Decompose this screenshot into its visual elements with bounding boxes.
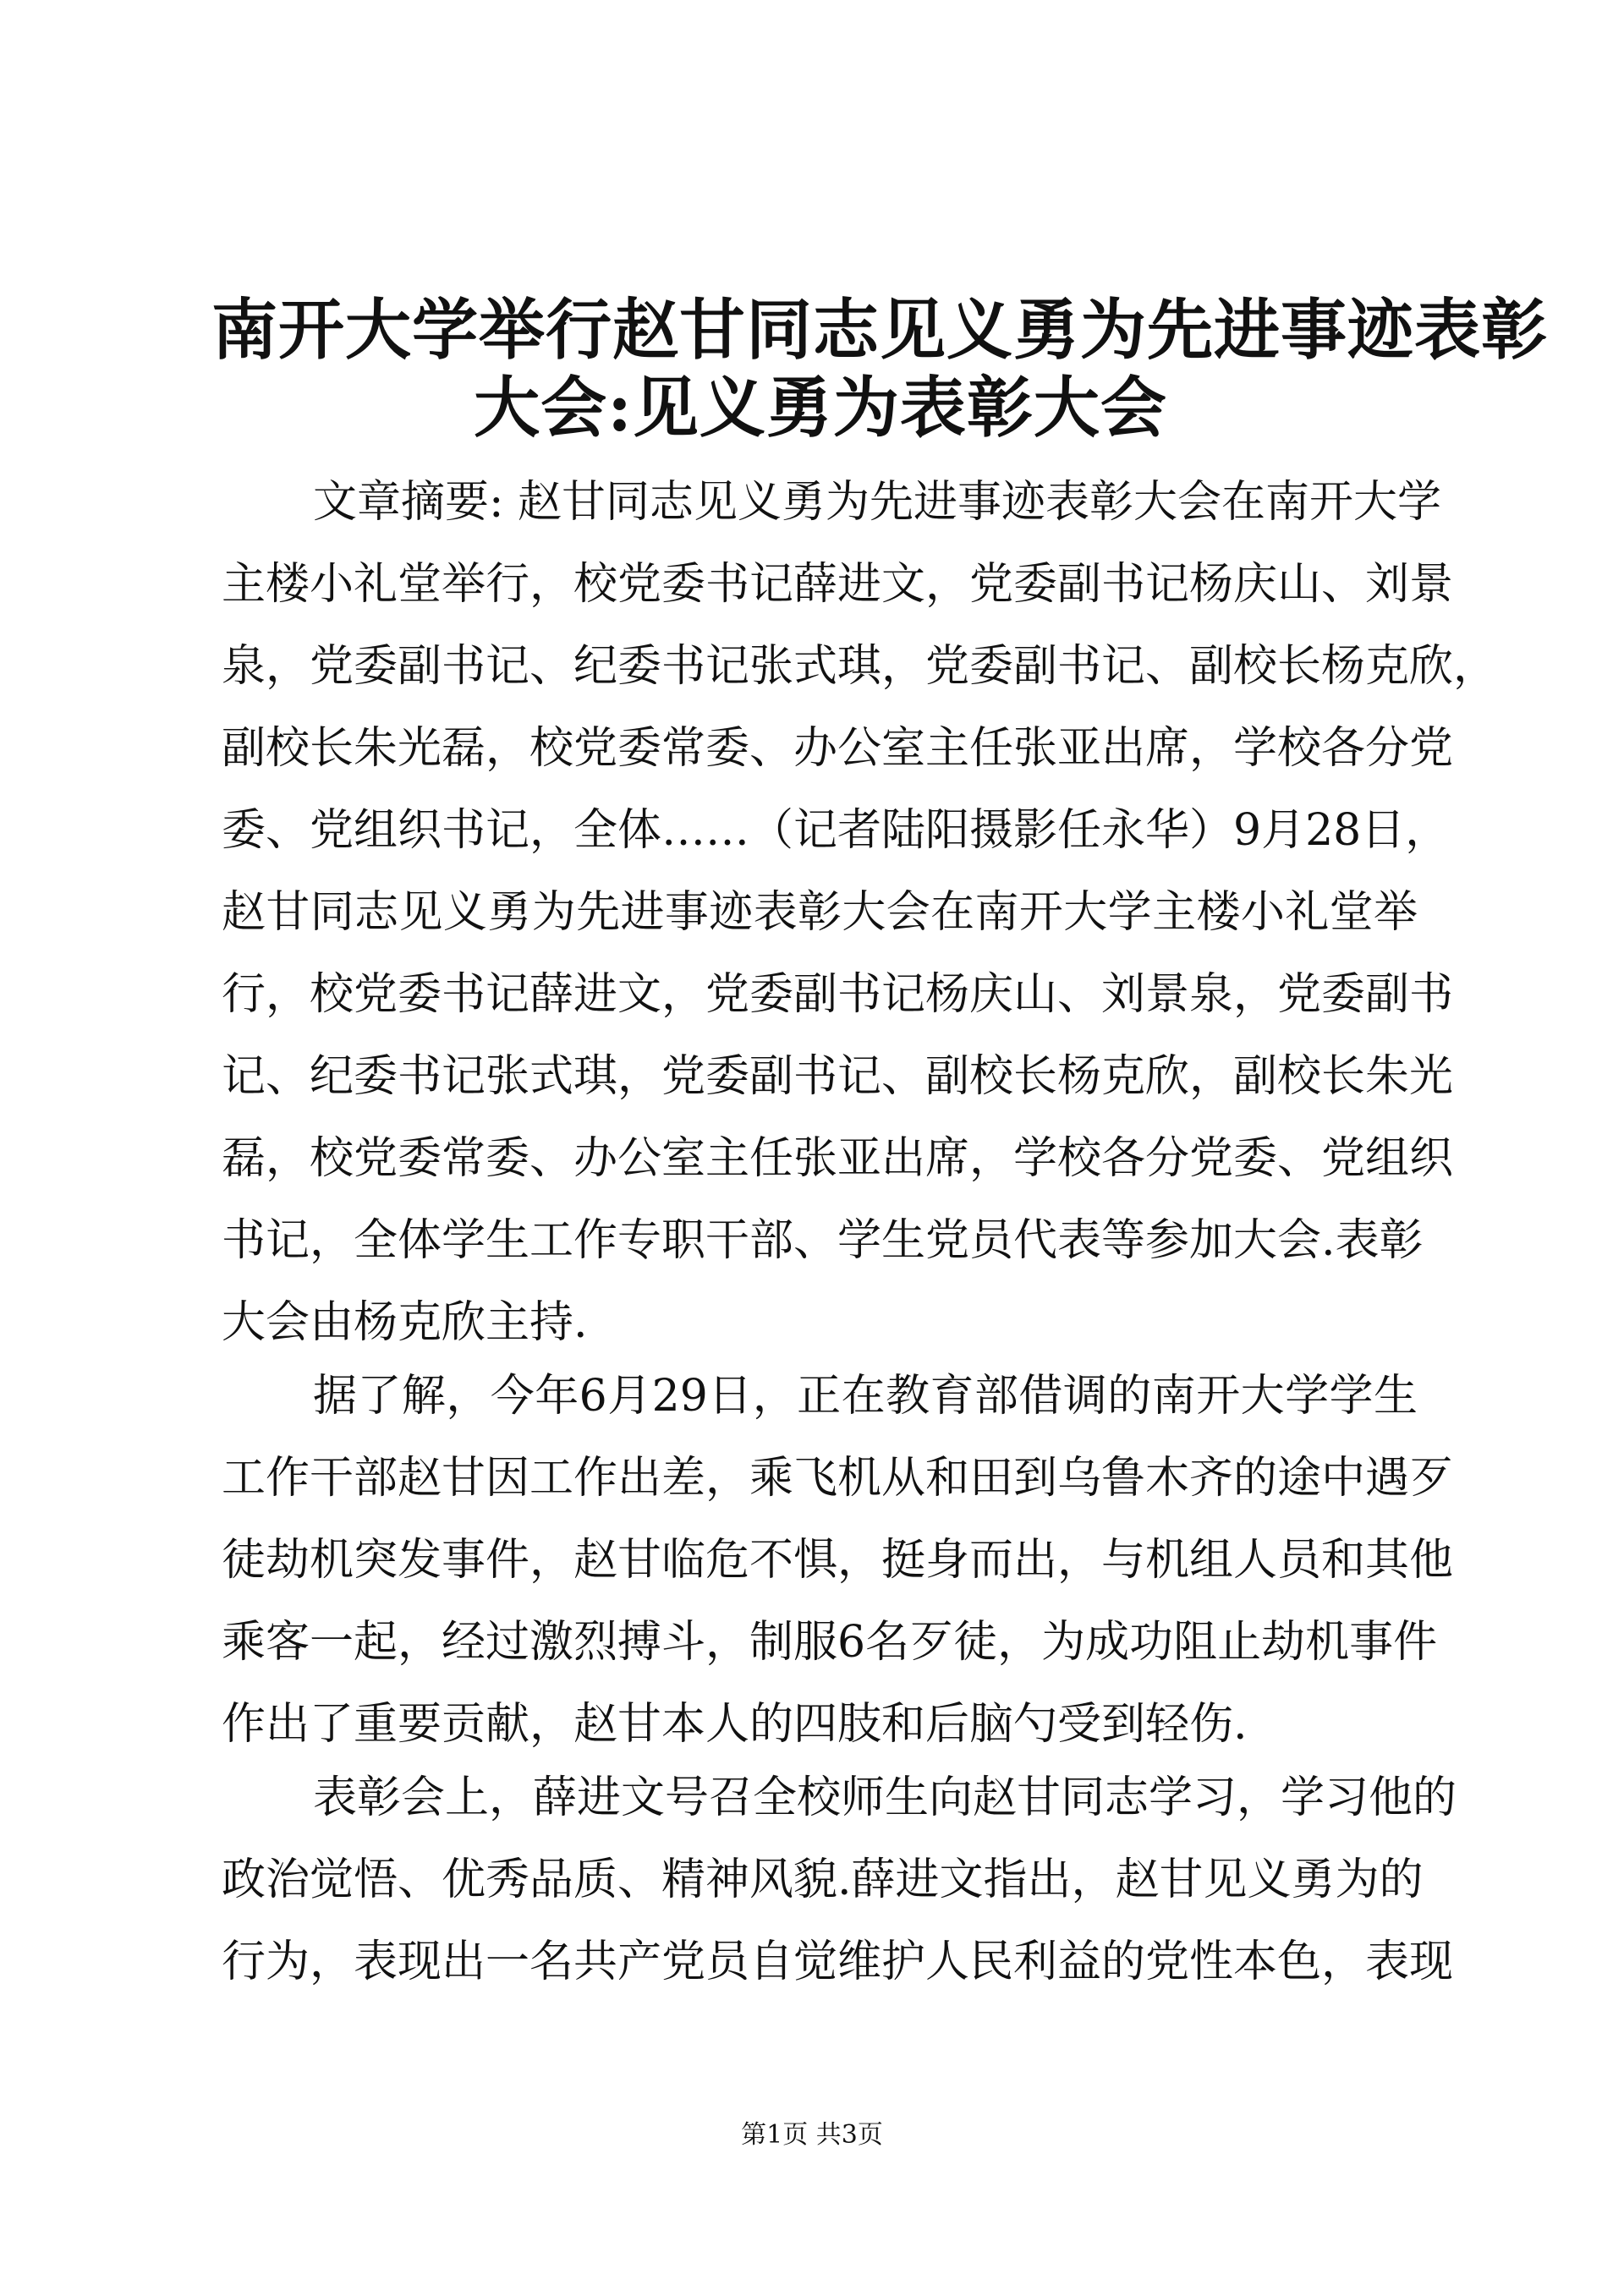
text-line: 工作干部赵甘因工作出差，乘飞机从和田到乌鲁木齐的途中遇歹 xyxy=(222,1453,1454,1504)
text-line: 行为，表现出一名共产党员自觉维护人民利益的党性本色，表现 xyxy=(222,1937,1454,1987)
text-line: 主楼小礼堂举行，校党委书记薛进文，党委副书记杨庆山、刘景 xyxy=(222,559,1454,610)
text-line: 作出了重要贡献，赵甘本人的四肢和后脑勺受到轻伤. xyxy=(222,1699,1248,1750)
document-body xyxy=(222,462,1498,2003)
text-line: 磊，校党委常委、办公室主任张亚出席，学校各分党委、党组织 xyxy=(222,1133,1454,1184)
text-line: 大会由杨克欣主持. xyxy=(222,1297,588,1348)
text-line: 行，校党委书记薛进文，党委副书记杨庆山、刘景泉，党委副书 xyxy=(222,969,1454,1020)
text-line: 书记，全体学生工作专职干部、学生党员代表等参加大会.表彰 xyxy=(222,1215,1424,1266)
text-line: 副校长朱光磊，校党委常委、办公室主任张亚出席，学校各分党 xyxy=(222,723,1454,774)
title-line-1: 南开大学举行赵甘同志见义勇为先进事迹表彰 xyxy=(211,292,1549,369)
text-line: 徒劫机突发事件，赵甘临危不惧，挺身而出，与机组人员和其他 xyxy=(222,1535,1454,1586)
text-line: 表彰会上，薛进文号召全校师生向赵甘同志学习，学习他的 xyxy=(313,1773,1457,1823)
text-line: 赵甘同志见义勇为先进事迹表彰大会在南开大学主楼小礼堂举 xyxy=(222,887,1418,938)
text-line: 据了解，今年6月29日，正在教育部借调的南开大学学生 xyxy=(313,1371,1418,1422)
text-line: 记、纪委书记张式琪，党委副书记、副校长杨克欣，副校长朱光 xyxy=(222,1051,1454,1102)
document-title xyxy=(211,292,1549,447)
text-line: 委、党组织书记，全体……（记者陆阳摄影任永华）9月28日， xyxy=(222,805,1450,856)
page-footer: 第1页 共3页 xyxy=(741,2120,883,2150)
paragraph xyxy=(222,462,1498,1364)
text-line: 政治觉悟、优秀品质、精神风貌.薛进文指出，赵甘见义勇为的 xyxy=(222,1855,1424,1905)
text-line: 泉，党委副书记、纪委书记张式琪，党委副书记、副校长杨克欣， xyxy=(222,641,1498,692)
paragraph xyxy=(222,1757,1457,2003)
text-line: 文章摘要: 赵甘同志见义勇为先进事迹表彰大会在南开大学 xyxy=(313,477,1442,528)
text-line: 乘客一起，经过激烈搏斗，制服6名歹徒，为成功阻止劫机事件 xyxy=(222,1617,1438,1668)
paragraph xyxy=(222,1356,1454,1766)
title-line-2: 大会:见义勇为表彰大会 xyxy=(474,370,1167,447)
